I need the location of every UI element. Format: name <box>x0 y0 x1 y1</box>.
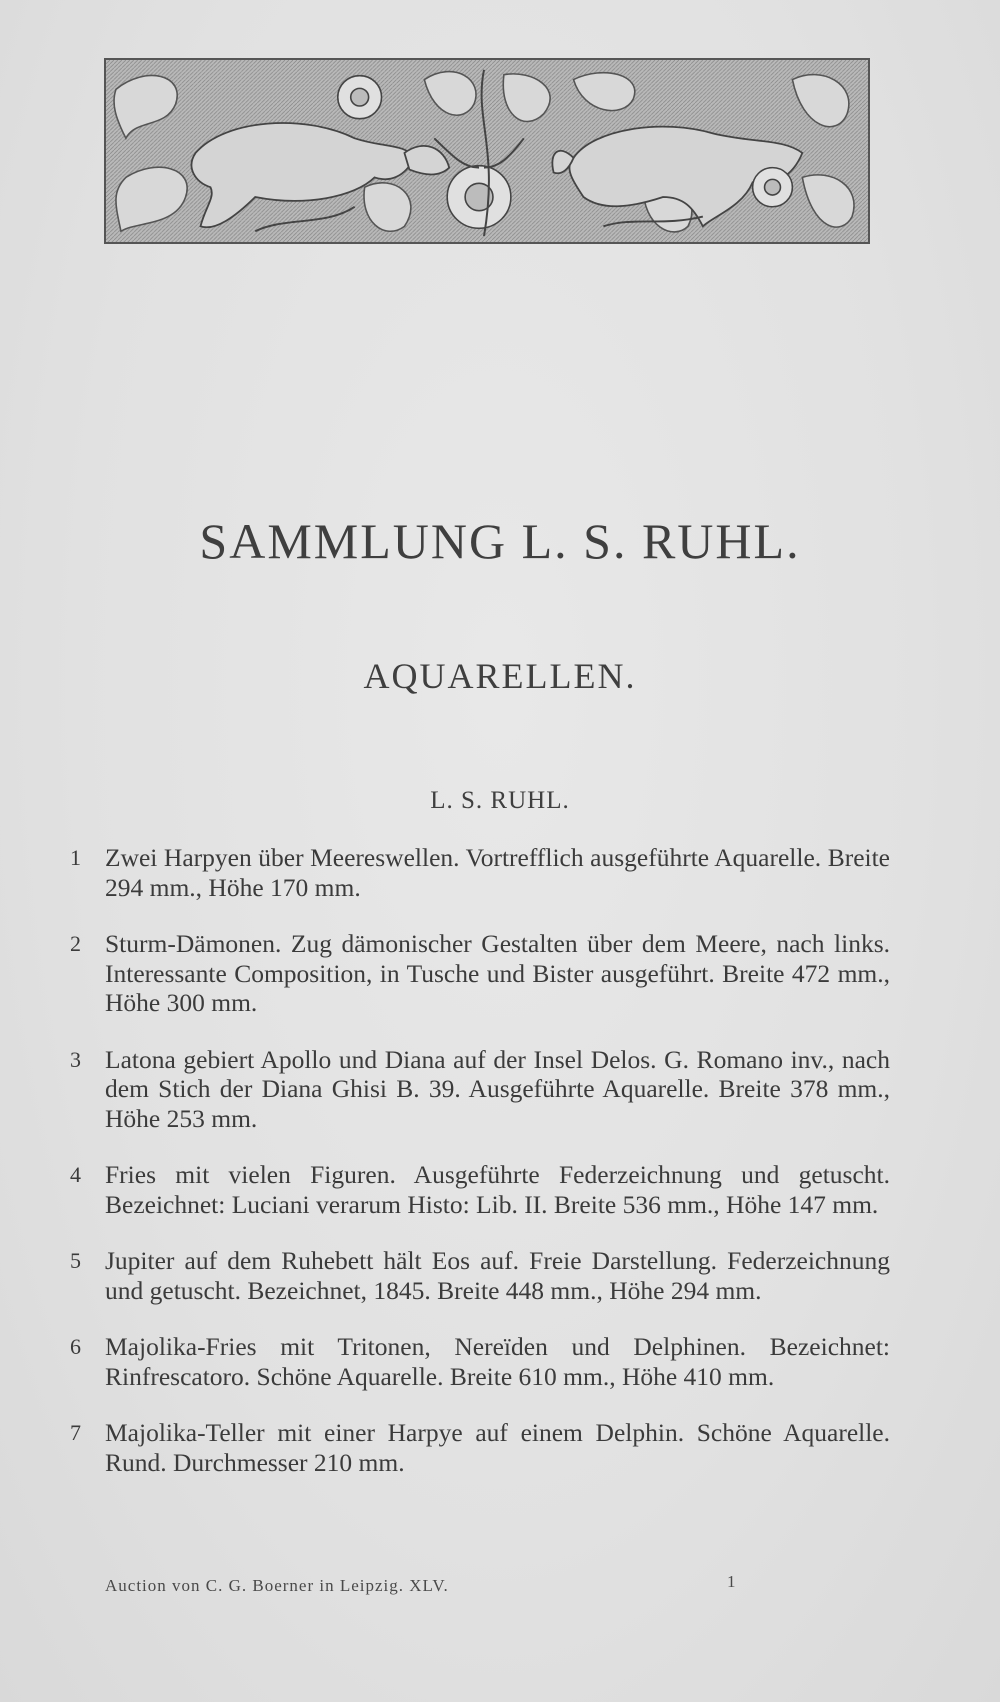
entry-text: Zwei Harpyen über Meereswellen. Vortrefflich ausgeführte Aquarelle. Breite 294 mm., Höhe 170 mm. <box>105 843 890 902</box>
page-footer: Auction von C. G. Boerner in Leipzig. XLV. <box>105 1576 449 1595</box>
catalogue-entry <box>70 929 890 1018</box>
entry-text: Majolika-Fries mit Tritonen, Nereïden und Delphinen. Bezeichnet: Rinfrescatoro. Schöne Aquarelle. Breite 610 mm., Höhe 410 mm. <box>105 1332 890 1391</box>
frieze-engraving <box>106 60 868 242</box>
entry-text: Sturm-Dämonen. Zug dämonischer Gestalten über dem Meere, nach links. Interessante Composition, in Tusche und Bister ausgeführt. Breite 472 mm., Höhe 300 mm. <box>105 929 890 1017</box>
catalogue-entry <box>70 1418 890 1477</box>
entry-number: 5 <box>70 1248 81 1273</box>
catalogue-entry <box>70 1246 890 1305</box>
entry-number: 3 <box>70 1046 81 1072</box>
catalogue-entry <box>70 1160 890 1219</box>
entry-text: Latona gebiert Apollo und Diana auf der Insel Delos. G. Romano inv., nach dem Stich der Diana Ghisi B. 39. Ausgeführte Aquarelle. Breite 378 mm., Höhe 253 mm. <box>105 1044 890 1133</box>
entry-text: Majolika-Teller mit einer Harpye auf einem Delphin. Schöne Aquarelle. Rund. Durchmesser 210 mm. <box>105 1418 890 1477</box>
entry-text: Jupiter auf dem Ruhebett hält Eos auf. Freie Darstellung. Federzeichnung und getuscht. Bezeichnet, 1845. Breite 448 mm., Höhe 294 mm. <box>105 1246 890 1305</box>
entry-number: 2 <box>70 931 81 956</box>
catalogue-entry <box>70 1332 890 1391</box>
entry-text: Fries mit vielen Figuren. Ausgeführte Federzeichnung und getuscht. Bezeichnet: Luciani verarum Histo: Lib. II. Breite 536 mm., Höhe 147 mm. <box>105 1160 890 1219</box>
entry-number: 6 <box>70 1334 81 1359</box>
entry-number: 1 <box>70 845 81 870</box>
section-title: AQUARELLEN. <box>363 656 637 696</box>
ornamental-frieze-illustration <box>104 58 870 244</box>
page-title: SAMMLUNG L. S. RUHL. <box>199 513 801 569</box>
entry-number: 4 <box>70 1162 81 1187</box>
artist-heading: L. S. RUHL. <box>430 787 570 814</box>
catalogue-entry <box>70 843 890 902</box>
entry-number: 7 <box>70 1420 81 1445</box>
catalogue-entries <box>70 843 890 1504</box>
catalogue-entry <box>70 1045 890 1134</box>
signature-mark: 1 <box>727 1572 736 1591</box>
